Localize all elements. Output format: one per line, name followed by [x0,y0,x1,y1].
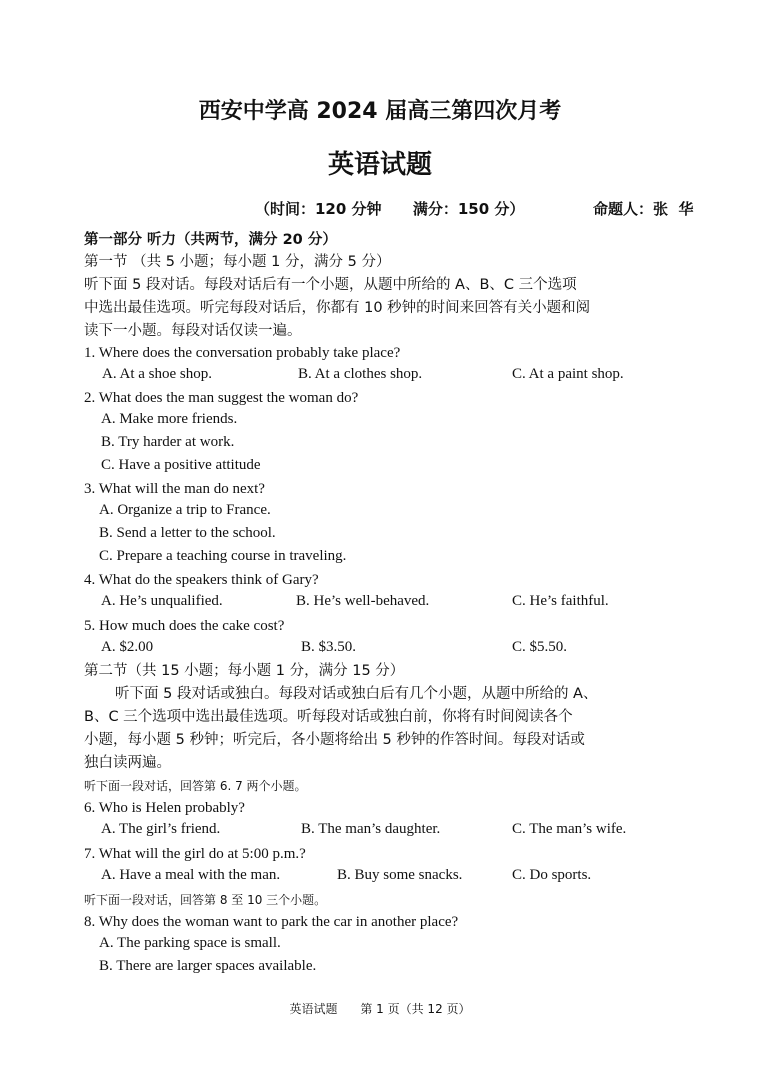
exam-time-score: （时间：120 分钟 满分：150 分） [255,200,525,218]
question-5-option-c: C. $5.50. [512,639,568,655]
question-5-option-a: A. $2.00 [101,639,154,655]
section1-instruction-line: 中选出最佳选项。听完每段对话后，你都有 10 秒钟的时间来回答有关小题和阅 [84,300,591,316]
question-7-option-c: C. Do sports. [512,867,592,883]
part1-heading: 第一部分 听力（共两节，满分 20 分） [84,232,337,248]
question-2-option-a: A. Make more friends. [101,411,238,427]
listening-note: 听下面一段对话，回答第 8 至 10 三个小题。 [84,893,327,907]
listening-note: 听下面一段对话，回答第 6. 7 两个小题。 [84,779,307,793]
question-5-option-b: B. $3.50. [301,639,357,655]
question-4-stem: 4. What do the speakers think of Gary? [84,572,319,588]
question-8-option-a: A. The parking space is small. [99,935,281,951]
section2-instruction-line: B、C 三个选项中选出最佳选项。听每段对话或独白前，你将有时间阅读各个 [84,709,573,725]
question-7-option-b: B. Buy some snacks. [337,867,463,883]
question-2-option-b: B. Try harder at work. [101,434,235,450]
section2-heading: 第二节（共 15 小题；每小题 1 分，满分 15 分） [84,663,405,679]
question-6-option-a: A. The girl’s friend. [101,821,221,837]
question-6-option-b: B. The man’s daughter. [301,821,441,837]
question-6-option-c: C. The man’s wife. [512,821,627,837]
page-footer: 英语试题 第 1 页（共 12 页） [289,1002,471,1016]
exam-title: 西安中学高 2024 届高三第四次月考 [198,99,562,124]
question-8-stem: 8. Why does the woman want to park the car in another place? [84,914,459,930]
question-4-option-a: A. He’s unqualified. [101,593,223,609]
question-1-option-a: A. At a shoe shop. [102,366,212,382]
question-7-stem: 7. What will the girl do at 5:00 p.m.? [84,846,306,862]
question-3-option-a: A. Organize a trip to France. [99,502,271,518]
section2-instruction-line: 小题，每小题 5 秒钟；听完后，各小题将给出 5 秒钟的作答时间。每段对话或 [84,732,585,748]
question-8-option-b: B. There are larger spaces available. [99,958,317,974]
question-2-option-c: C. Have a positive attitude [101,457,261,473]
question-4-option-c: C. He’s faithful. [512,593,609,609]
question-7-option-a: A. Have a meal with the man. [101,867,281,883]
section2-instruction-line: 独白读两遍。 [84,755,171,771]
question-2-stem: 2. What does the man suggest the woman do? [84,390,359,406]
section1-instruction-line: 听下面 5 段对话。每段对话后有一个小题，从题中所给的 A、B、C 三个选项 [84,277,577,293]
section1-heading: 第一节 （共 5 小题；每小题 1 分，满分 5 分） [84,254,391,270]
question-6-stem: 6. Who is Helen probably? [84,800,245,816]
question-3-stem: 3. What will the man do next? [84,481,265,497]
question-3-option-b: B. Send a letter to the school. [99,525,276,541]
section1-instruction-line: 读下一小题。每段对话仅读一遍。 [84,323,302,339]
question-1-option-c: C. At a paint shop. [512,366,624,382]
question-5-stem: 5. How much does the cake cost? [84,618,285,634]
exam-subject: 英语试题 [327,150,432,180]
question-4-option-b: B. He’s well-behaved. [296,593,430,609]
question-3-option-c: C. Prepare a teaching course in traveling. [99,548,347,564]
question-1-option-b: B. At a clothes shop. [298,366,423,382]
section2-instruction-line: 听下面 5 段对话或独白。每段对话或独白后有几个小题，从题中所给的 A、 [115,686,598,702]
exam-author: 命题人：张 华 [593,200,694,218]
question-1-stem: 1. Where does the conversation probably take place? [84,345,401,361]
